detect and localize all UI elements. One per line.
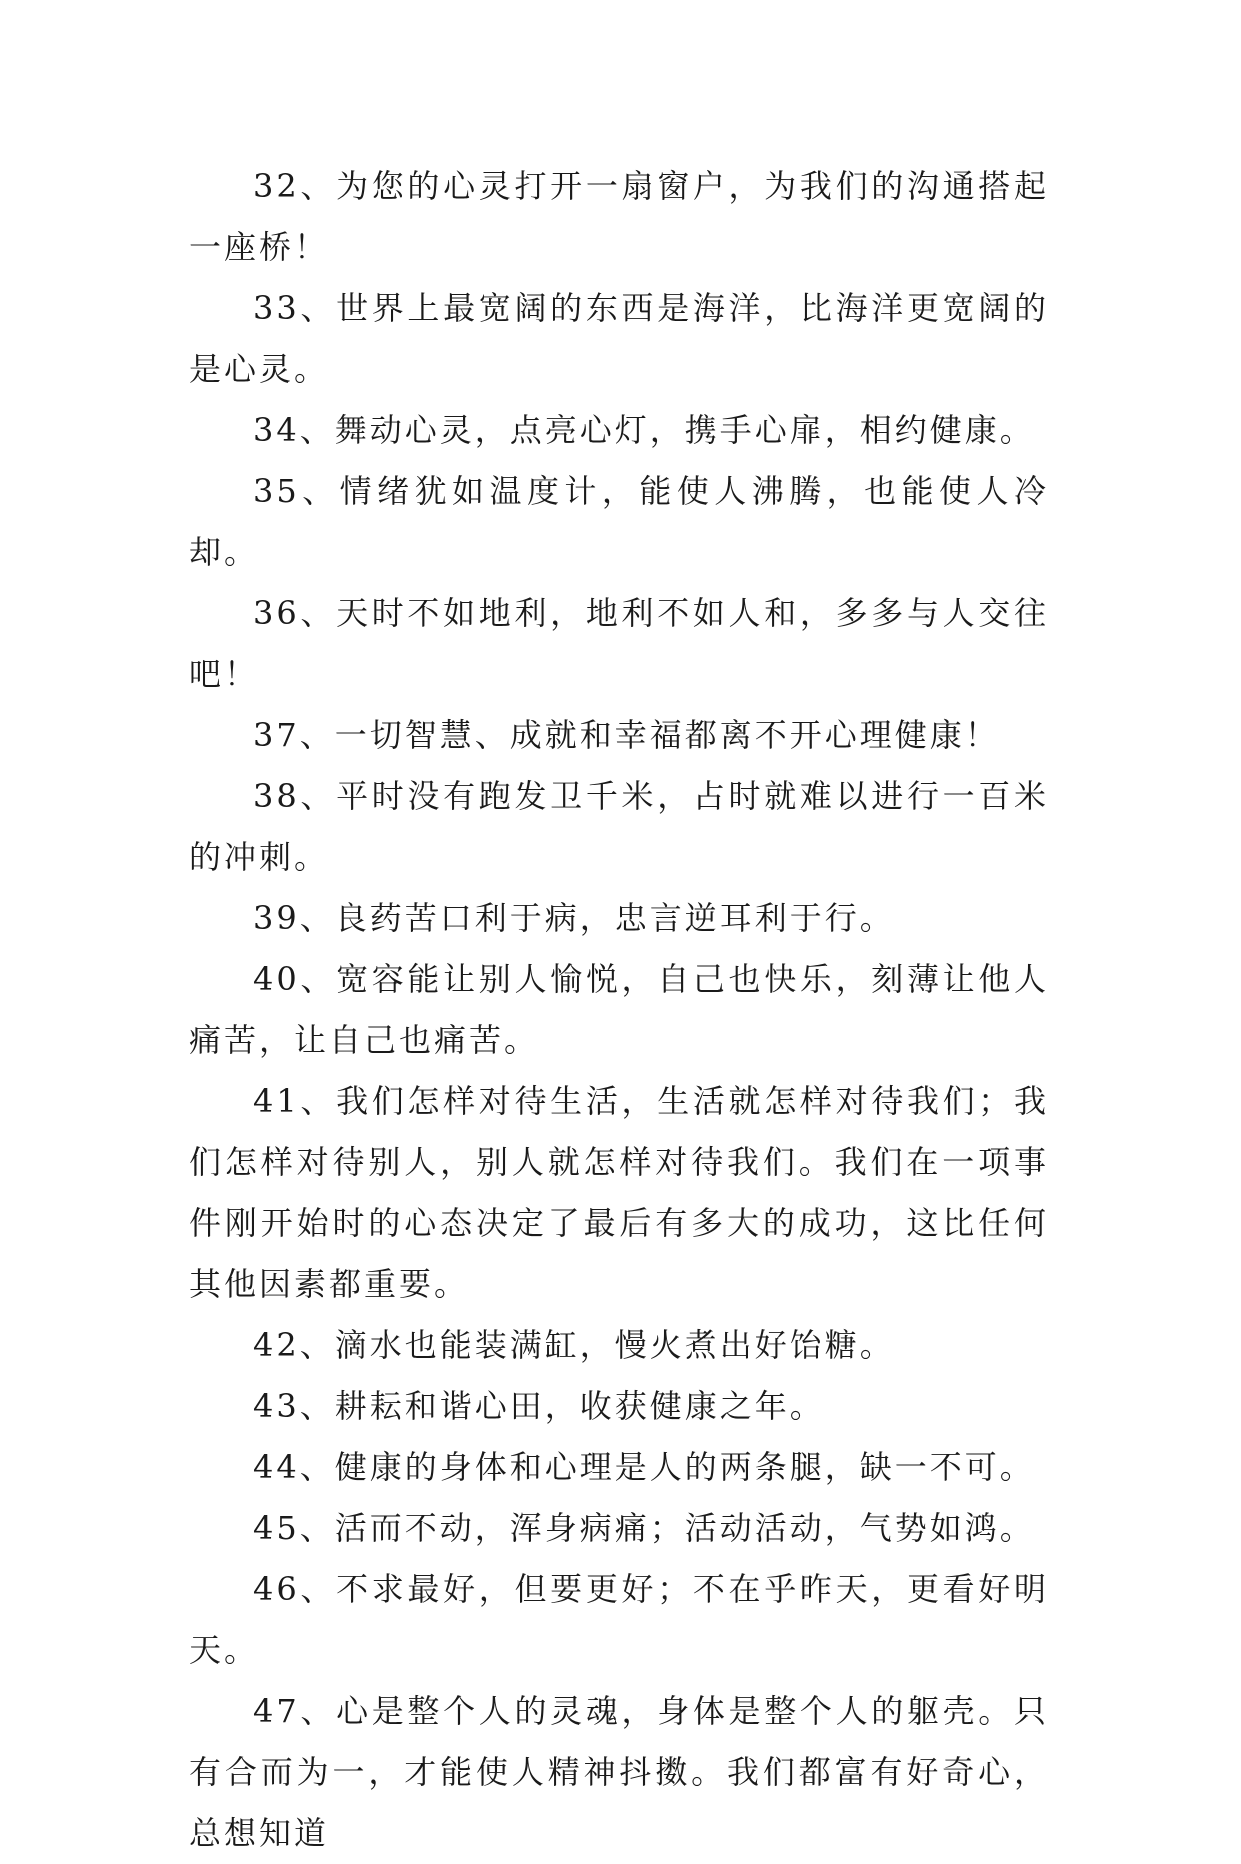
paragraph-43: 43、耕耘和谐心田，收获健康之年。 [253, 1387, 825, 1425]
paragraph-40: 40、宽容能让别人愉悦，自己也快乐，刻薄让他人痛苦，让自己也痛苦。 [189, 960, 1049, 1059]
paragraph-39: 39、良药苦口利于病，忠言逆耳利于行。 [253, 899, 895, 937]
paragraph-46: 46、不求最好，但要更好；不在乎昨天，更看好明天。 [189, 1570, 1049, 1669]
paragraph-33: 33、世界上最宽阔的东西是海洋，比海洋更宽阔的是心灵。 [189, 289, 1049, 388]
paragraph-35: 35、情绪犹如温度计，能使人沸腾，也能使人冷却。 [189, 472, 1049, 571]
paragraph-36: 36、天时不如地利，地利不如人和，多多与人交往吧！ [189, 594, 1049, 693]
paragraph-34: 34、舞动心灵，点亮心灯，携手心扉，相约健康。 [253, 411, 1035, 449]
paragraph-41: 41、我们怎样对待生活，生活就怎样对待我们；我们怎样对待别人，别人就怎样对待我们。我们在一项事件刚开始时的心态决定了最后有多大的成功，这比任何其他因素都重要。 [189, 1082, 1049, 1303]
paragraph-47: 47、心是整个人的灵魂，身体是整个人的躯壳。只有合而为一，才能使人精神抖擞。我们都富有好奇心，总想知道 [189, 1692, 1049, 1852]
paragraph-32: 32、为您的心灵打开一扇窗户，为我们的沟通搭起一座桥！ [189, 167, 1049, 266]
document-body [189, 156, 1049, 1864]
paragraph-37: 37、一切智慧、成就和幸福都离不开心理健康！ [253, 716, 1000, 754]
paragraph-38: 38、平时没有跑发卫千米，占时就难以进行一百米的冲刺。 [189, 777, 1049, 876]
paragraph-44: 44、健康的身体和心理是人的两条腿，缺一不可。 [253, 1448, 1035, 1486]
paragraph-42: 42、滴水也能装满缸，慢火煮出好饴糖。 [253, 1326, 895, 1364]
paragraph-45: 45、活而不动，浑身病痛；活动活动，气势如鸿。 [253, 1509, 1035, 1547]
